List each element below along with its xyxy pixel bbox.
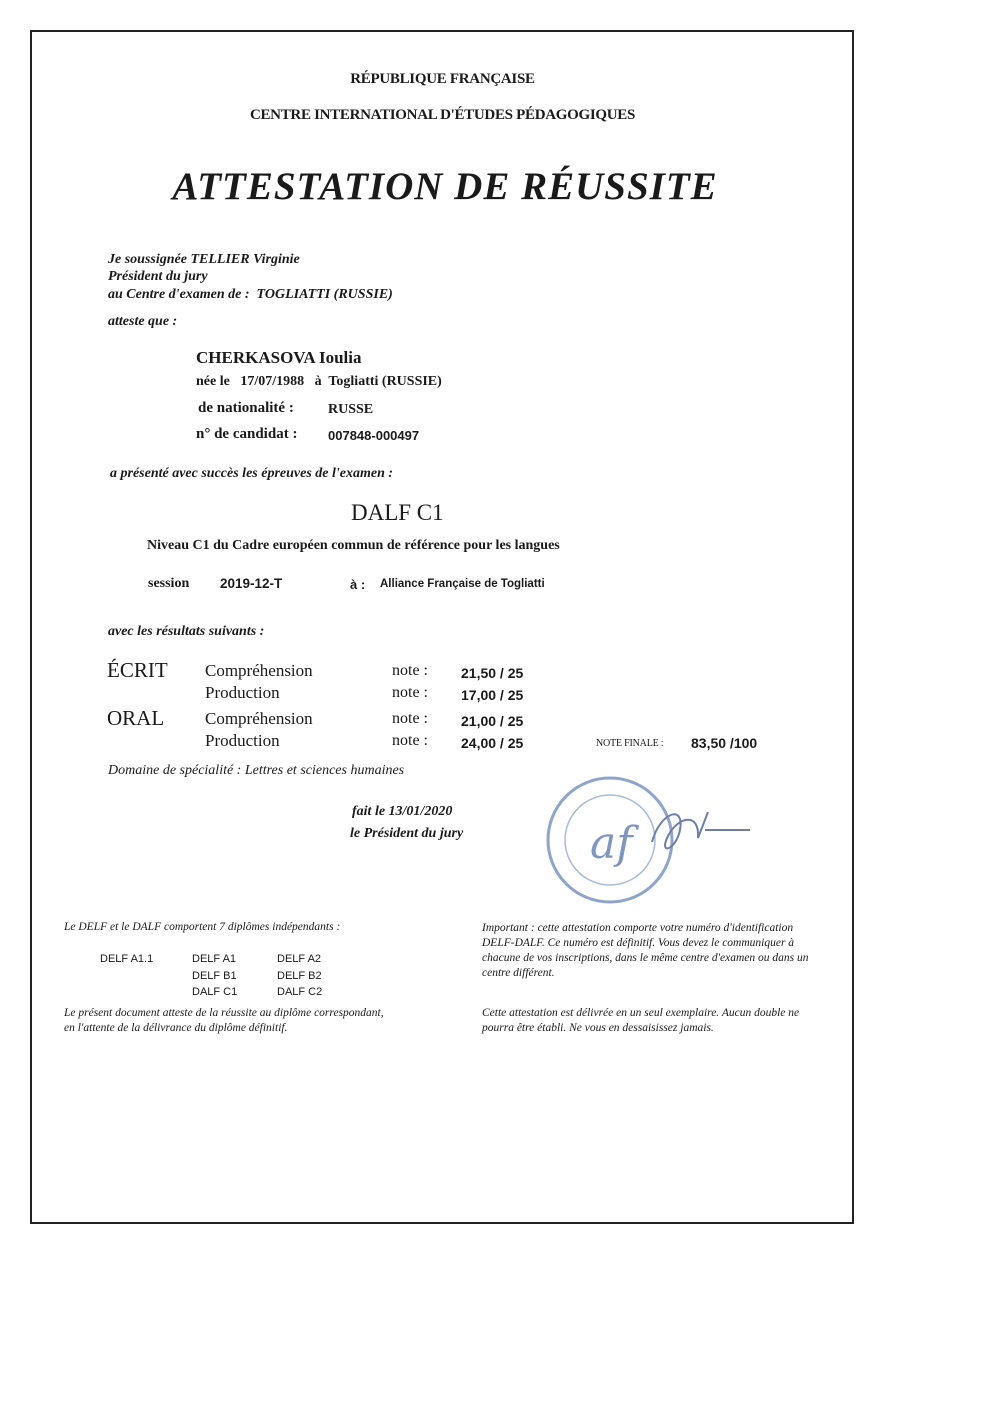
oral-production-label: Production <box>205 731 280 750</box>
president-signature <box>652 812 750 848</box>
exam-name: DALF C1 <box>351 500 444 525</box>
republic-heading: RÉPUBLIQUE FRANÇAISE <box>350 71 535 87</box>
ecrit-production-score: 17,00 / 25 <box>461 687 524 703</box>
nationality-value: RUSSE <box>328 402 374 417</box>
exam-centre-line <box>108 287 393 303</box>
oral-comprehension-score: 21,00 / 25 <box>461 713 524 729</box>
final-score-label: NOTE FINALE : <box>596 738 664 749</box>
ecrit-section-label: ÉCRIT <box>107 658 168 682</box>
stamp-logo: af <box>590 818 633 869</box>
important-notice: Important : cette attestation comporte votre numéro d'identification DELF-DALF. Ce numéro est définitif. Vous devez le communiquer à chacune de vos inscriptions, dans le même centre d'examen ou dans un centre différent. <box>482 922 809 979</box>
official-stamp-seal <box>540 772 760 912</box>
candidate-number-label: n° de candidat : <box>196 426 298 442</box>
atteste-que: atteste que : <box>108 314 178 329</box>
centre-heading: CENTRE INTERNATIONAL D'ÉTUDES PÉDAGOGIQUES <box>249 107 636 123</box>
diploma-delf-b2: DELF B2 <box>277 970 322 982</box>
diplomas-intro: Le DELF et le DALF comportent 7 diplômes indépendants : <box>64 921 341 933</box>
exam-level: Niveau C1 du Cadre européen commun de référence pour les langues <box>147 538 560 553</box>
oral-production-score: 24,00 / 25 <box>461 735 524 751</box>
diploma-delf-a1: DELF A1 <box>192 953 237 965</box>
exam-centre-label: au Centre d'examen de : <box>108 287 250 302</box>
ecrit-comprehension-score: 21,50 / 25 <box>461 665 524 681</box>
oral-production-note-label: note : <box>392 732 428 749</box>
ecrit-comprehension-label: Compréhension <box>205 661 313 680</box>
exam-intro: a présenté avec succès les épreuves de l'examen : <box>110 466 394 481</box>
signatory-role: Président du jury <box>108 269 208 284</box>
diploma-dalf-c1: DALF C1 <box>192 986 238 998</box>
exam-centre-name: Alliance Française de Togliatti <box>380 578 545 590</box>
birth-at: à <box>314 374 322 389</box>
session-label: session <box>148 576 190 591</box>
diploma-delf-a2: DELF A2 <box>277 953 322 965</box>
ecrit-production-label: Production <box>205 683 280 702</box>
diploma-delf-a1-1: DELF A1.1 <box>100 953 154 965</box>
signatory-name: Je soussignée TELLIER Virginie <box>108 252 300 267</box>
ecrit-production-note-label: note : <box>392 684 428 701</box>
specialty-domain: Domaine de spécialité : Lettres et sciences humaines <box>108 763 405 778</box>
birth-label: née le <box>196 374 230 389</box>
birth-place: Togliatti (RUSSIE) <box>328 374 442 389</box>
session-value: 2019-12-T <box>220 576 283 591</box>
oral-section-label: ORAL <box>107 706 165 730</box>
centre-at-label: à : <box>350 577 366 592</box>
certificate-title: ATTESTATION DE RÉUSSITE <box>172 165 718 208</box>
provisional-document-note: Le présent document atteste de la réussite au diplôme correspondant, en l'attente de la délivrance du diplôme définitif. <box>64 1007 384 1034</box>
oral-comprehension-note-label: note : <box>392 710 428 727</box>
diploma-delf-b1: DELF B1 <box>192 970 237 982</box>
candidate-number: 007848-000497 <box>328 428 420 443</box>
birth-line <box>196 374 442 390</box>
final-score-value: 83,50 /100 <box>691 735 758 751</box>
oral-comprehension-label: Compréhension <box>205 709 313 728</box>
ecrit-comprehension-note-label: note : <box>392 662 428 679</box>
single-copy-notice: Cette attestation est délivrée en un seul exemplaire. Aucun double ne pourra être établi. Ne vous en dessaisissez jamais. <box>482 1007 800 1034</box>
results-intro: avec les résultats suivants : <box>108 624 265 639</box>
nationality-label: de nationalité : <box>198 400 294 416</box>
signed-date: fait le 13/01/2020 <box>352 804 453 819</box>
candidate-name: CHERKASOVA Ioulia <box>196 348 362 367</box>
exam-centre-value: TOGLIATTI (RUSSIE) <box>256 287 393 302</box>
signed-role: le Président du jury <box>350 826 464 841</box>
birth-date: 17/07/1988 <box>240 374 305 389</box>
diploma-dalf-c2: DALF C2 <box>277 986 323 998</box>
